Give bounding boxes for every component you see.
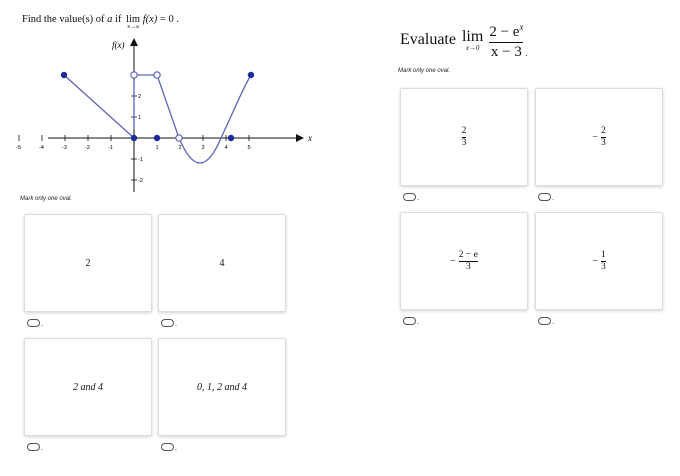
- option-label: 4: [219, 257, 225, 269]
- closed-point: [154, 135, 160, 141]
- lim-subscript: x→a: [127, 24, 139, 30]
- option-card-neg-1-3[interactable]: [535, 212, 663, 310]
- x-tick-label: -5: [16, 145, 21, 151]
- x-tick-label: 3: [201, 145, 205, 151]
- x-tick-label: -1: [108, 145, 113, 151]
- x-tick-label: 2: [178, 145, 182, 151]
- open-point: [131, 72, 137, 78]
- limit-operator: [126, 14, 141, 30]
- fraction-denominator: 3: [600, 137, 606, 148]
- question-text: Find the value(s) of: [22, 14, 108, 25]
- radio-oval[interactable]: [403, 317, 416, 325]
- radio-oval[interactable]: [27, 443, 40, 451]
- option-card-neg-2-minus-e-3[interactable]: [400, 212, 528, 310]
- limit-operator: [462, 28, 483, 52]
- radio-oval[interactable]: [27, 319, 40, 327]
- minus-sign: −: [592, 131, 598, 143]
- x-tick-label: 1: [155, 145, 159, 151]
- oval-marker: .: [417, 317, 419, 326]
- option-label: 2 and 4: [73, 381, 103, 393]
- x-axis-label: x: [308, 133, 312, 143]
- oval-marker: .: [41, 319, 43, 328]
- left-question-title: [22, 14, 179, 30]
- x-tick-label: 4: [224, 145, 228, 151]
- option-fraction: [459, 250, 478, 273]
- minus-sign: −: [592, 255, 598, 267]
- fraction-denominator: 3: [461, 137, 467, 148]
- radio-oval[interactable]: [538, 317, 551, 325]
- option-card-neg-2-3[interactable]: [535, 88, 663, 186]
- radio-oval[interactable]: [161, 319, 174, 327]
- oval-marker: .: [417, 193, 419, 202]
- closed-point: [61, 72, 67, 78]
- closed-point: [131, 135, 137, 141]
- x-tick-label: 5: [247, 145, 251, 151]
- open-point: [154, 72, 160, 78]
- option-card-2-3[interactable]: [400, 88, 528, 186]
- fraction-numerator: 1: [600, 249, 606, 260]
- option-card-4[interactable]: [158, 214, 286, 312]
- minus-sign: −: [450, 255, 456, 267]
- evaluate-word: Evaluate: [400, 31, 456, 48]
- oval-marker: .: [41, 443, 43, 452]
- function-graph: [16, 30, 320, 200]
- fraction-numerator: 2 − e: [489, 24, 520, 40]
- option-expression: [592, 250, 605, 273]
- open-point: [176, 135, 182, 141]
- limit-fraction: [489, 18, 523, 62]
- option-label: 2: [85, 257, 91, 269]
- y-tick-label: 2: [138, 94, 142, 100]
- x-tick-label: -2: [85, 145, 90, 151]
- option-fraction: [601, 250, 606, 273]
- question-text: = 0 .: [157, 14, 179, 25]
- variable-a: a: [107, 14, 113, 25]
- x-tick-label: -4: [39, 145, 44, 151]
- x-tick-label: -3: [62, 145, 67, 151]
- function-fx: f(x): [142, 14, 158, 25]
- fraction-denominator: x − 3: [490, 44, 522, 60]
- y-tick-label: 1: [138, 115, 142, 121]
- fraction-denominator: 3: [600, 261, 606, 272]
- lim-word: lim: [461, 28, 484, 45]
- curve-segment: [64, 75, 134, 138]
- option-expression: [592, 126, 605, 149]
- option-label: 0, 1, 2 and 4: [197, 381, 247, 393]
- fraction-numerator: 2: [600, 125, 606, 136]
- oval-marker: .: [175, 319, 177, 328]
- closed-point: [228, 135, 234, 141]
- lim-subscript: x→0: [465, 44, 480, 52]
- closed-point: [248, 72, 254, 78]
- right-question-title: Evaluate lim x→0 $2 - e^x$ x − 3 .: [400, 18, 527, 62]
- fraction-denominator: 3: [465, 261, 471, 272]
- option-card-0-1-2-4[interactable]: [158, 338, 286, 436]
- radio-oval[interactable]: [161, 443, 174, 451]
- radio-oval[interactable]: [538, 193, 551, 201]
- y-tick-label: -1: [138, 157, 143, 163]
- oval-marker: .: [175, 443, 177, 452]
- fraction-numerator: 2 − e: [458, 249, 478, 260]
- left-hint: Mark only one oval.: [20, 196, 73, 202]
- radio-oval[interactable]: [403, 193, 416, 201]
- lim-word: lim: [126, 14, 141, 25]
- y-axis-label: f(x): [112, 40, 125, 50]
- option-expression: [450, 250, 478, 273]
- option-card-2[interactable]: [24, 214, 152, 312]
- option-fraction: [462, 126, 467, 149]
- oval-marker: .: [552, 317, 554, 326]
- fraction-numerator: 2: [461, 125, 467, 136]
- oval-marker: .: [552, 193, 554, 202]
- option-card-2-and-4[interactable]: [24, 338, 152, 436]
- right-hint: Mark only one oval.: [398, 68, 451, 74]
- option-fraction: [601, 126, 606, 149]
- question-text: if: [112, 14, 125, 25]
- y-tick-label: -2: [138, 178, 143, 184]
- exponent: x: [519, 22, 524, 32]
